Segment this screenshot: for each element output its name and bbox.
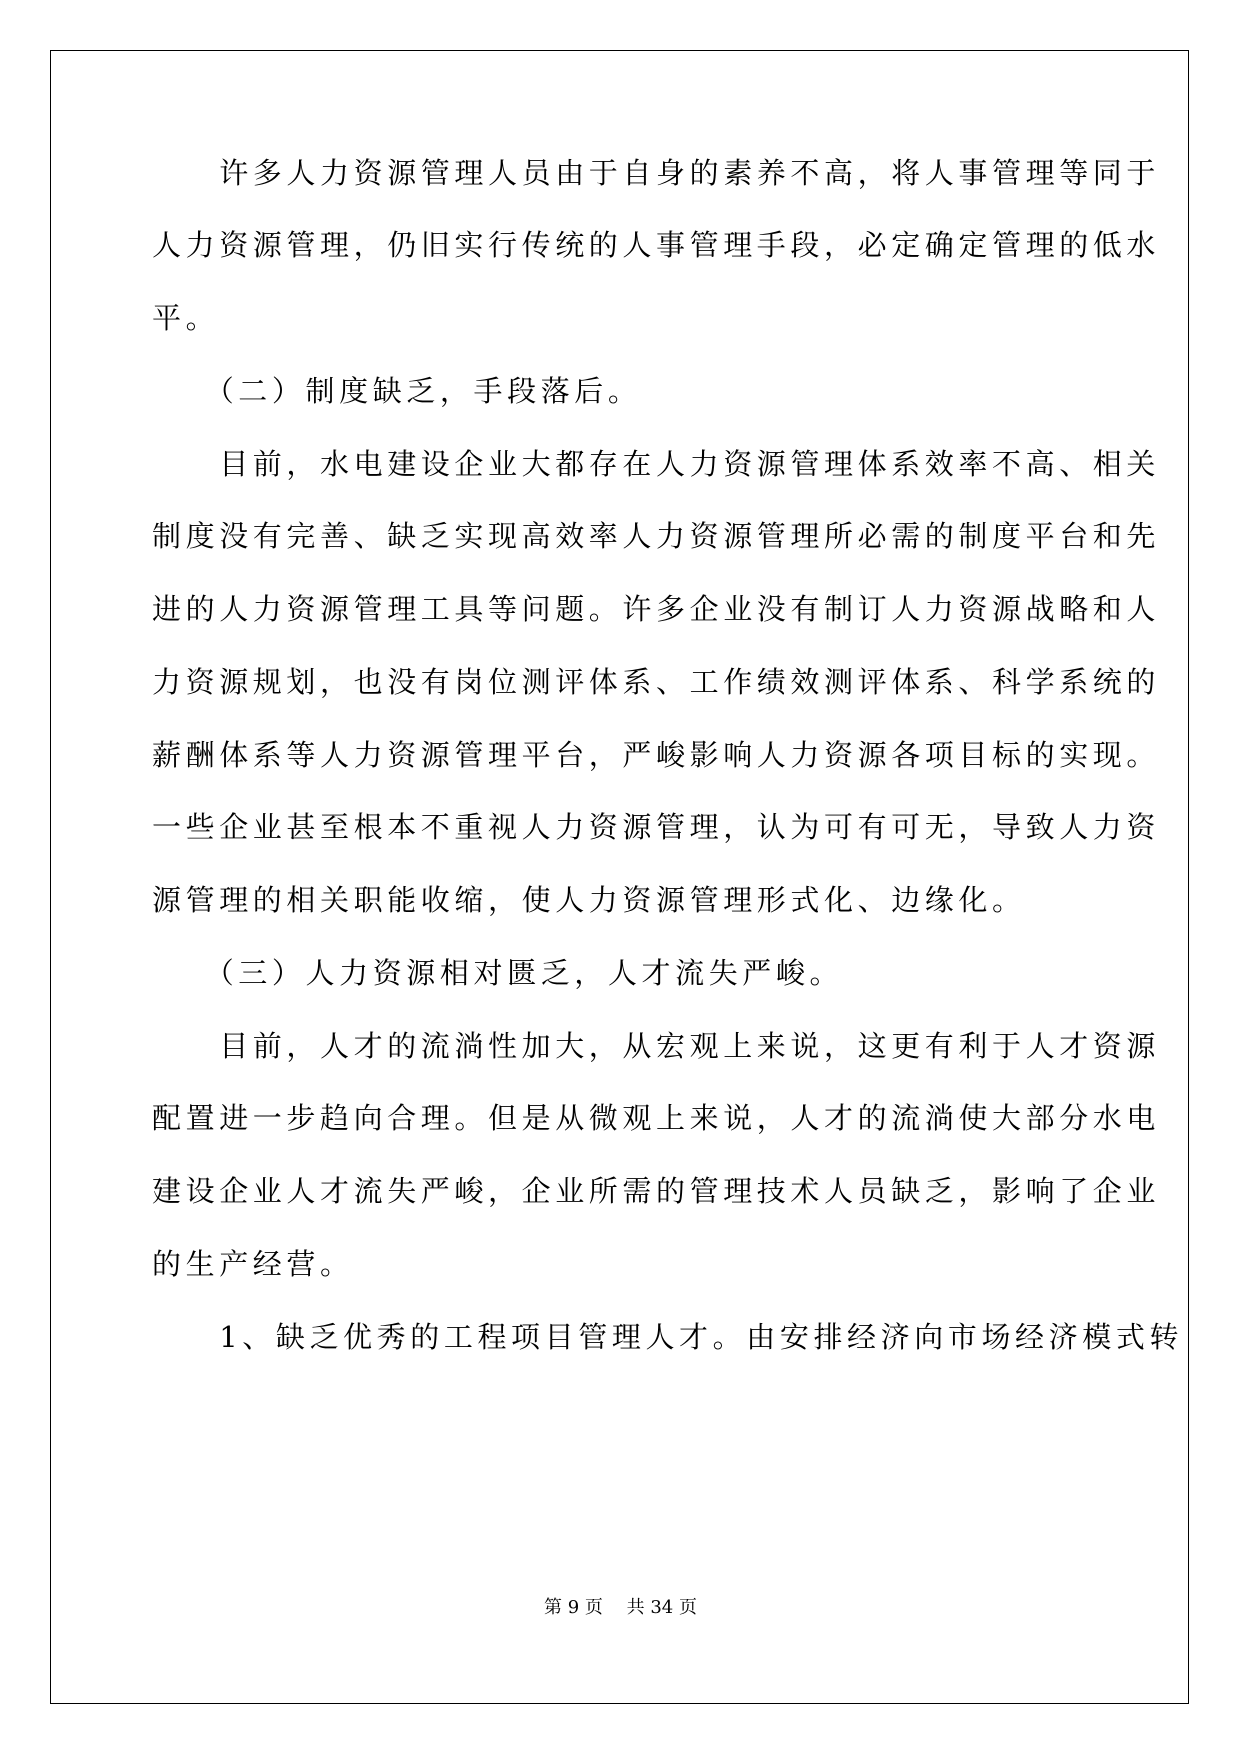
text-line: 源管理的相关职能收缩，使人力资源管理形式化、边缘化。: [152, 883, 1026, 917]
text-line: 许多人力资源管理人员由于自身的素养不高，将人事管理等同于: [152, 156, 1161, 190]
page-border: [50, 50, 1189, 1704]
section-heading: （二）制度缺乏，手段落后。: [152, 374, 642, 408]
text-line: 力资源规划，也没有岗位测评体系、工作绩效测评体系、科学系统的: [152, 665, 1161, 699]
text-line: 配置进一步趋向合理。但是从微观上来说，人才的流淌使大部分水电: [152, 1101, 1161, 1135]
text-line: 目前，水电建设企业大都存在人力资源管理体系效率不高、相关: [152, 447, 1161, 481]
text-line: 目前，人才的流淌性加大，从宏观上来说，这更有利于人才资源: [152, 1029, 1161, 1063]
text-line: 的生产经营。: [152, 1247, 354, 1281]
text-line: 薪酬体系等人力资源管理平台，严峻影响人力资源各项目标的实现。: [152, 738, 1161, 772]
page-number: 第 9 页 共 34 页: [544, 1597, 697, 1618]
text-line: 平。: [152, 301, 220, 335]
text-line: 建设企业人才流失严峻，企业所需的管理技术人员缺乏，影响了企业: [152, 1174, 1161, 1208]
text-line: 进的人力资源管理工具等问题。许多企业没有制订人力资源战略和人: [152, 592, 1161, 626]
text-line: 人力资源管理，仍旧实行传统的人事管理手段，必定确定管理的低水: [152, 228, 1161, 262]
text-line: 制度没有完善、缺乏实现高效率人力资源管理所必需的制度平台和先: [152, 519, 1161, 553]
section-heading: （三）人力资源相对匮乏，人才流失严峻。: [152, 956, 844, 990]
text-line: 一些企业甚至根本不重视人力资源管理，认为可有可无，导致人力资: [152, 810, 1161, 844]
text-line: 1、缺乏优秀的工程项目管理人才。由安排经济向市场经济模式转: [152, 1320, 1184, 1354]
